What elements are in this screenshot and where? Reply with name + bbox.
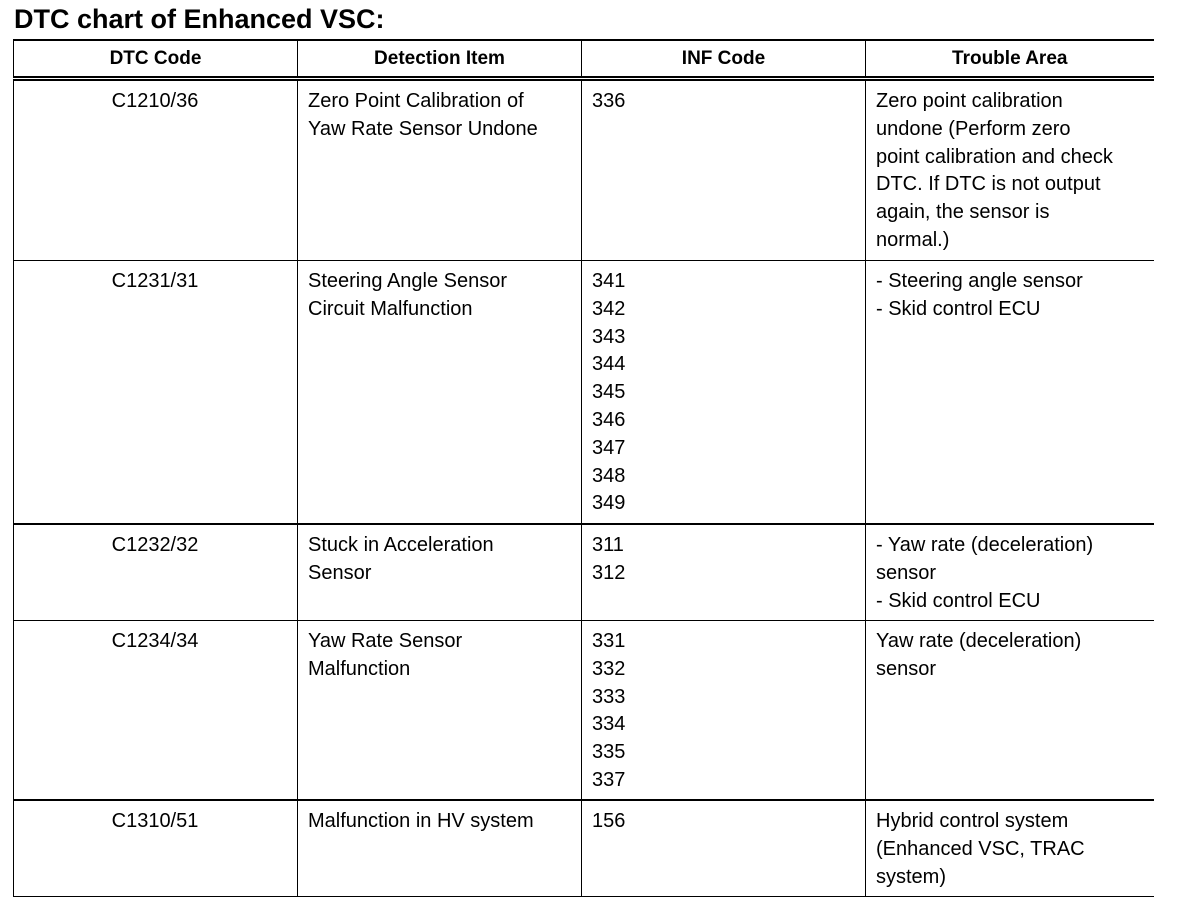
trouble-area-line: - Steering angle sensor [876, 270, 1083, 292]
dtc-code-cell: C1210/36 [14, 79, 298, 261]
trouble-area-line: DTC. If DTC is not output [876, 173, 1101, 196]
inf-code: 347 [592, 436, 626, 459]
inf-code: 336 [592, 90, 626, 112]
trouble-area-line: point calibration and check [876, 145, 1113, 168]
header-trouble-area: Trouble Area [866, 40, 1154, 79]
detection-item-cell [298, 79, 582, 261]
header-detection-item: Detection Item [298, 40, 582, 79]
inf-code: 348 [592, 464, 626, 487]
detection-item-line: Steering Angle Sensor [308, 270, 508, 292]
inf-code: 331 [592, 630, 626, 652]
trouble-area-line: sensor [876, 657, 937, 680]
detection-item-line: Malfunction [308, 657, 411, 680]
inf-code: 344 [592, 353, 626, 376]
header-dtc-code: DTC Code [14, 40, 298, 79]
trouble-area-line: normal.) [876, 228, 950, 251]
table-row [14, 621, 1154, 801]
trouble-area-cell [866, 79, 1154, 261]
detection-item-cell [298, 800, 582, 897]
inf-code: 341 [592, 270, 626, 292]
detection-item-line: Zero Point Calibration of [308, 90, 524, 112]
trouble-area-line: Yaw rate (deceleration) [876, 630, 1082, 652]
detection-item-line: Sensor [308, 561, 372, 584]
dtc-table [13, 39, 1154, 897]
detection-item-line: Malfunction in HV system [308, 810, 534, 832]
dtc-code-cell: C1310/51 [14, 800, 298, 897]
detection-item-cell [298, 524, 582, 621]
inf-code-cell [582, 79, 866, 261]
inf-code: 342 [592, 297, 626, 320]
dtc-code-cell: C1231/31 [14, 261, 298, 525]
header-inf-code: INF Code [582, 40, 866, 79]
detection-item-line: Yaw Rate Sensor Undone [308, 117, 538, 140]
table-row [14, 800, 1154, 897]
inf-code: 346 [592, 408, 626, 431]
page-title: DTC chart of Enhanced VSC: [14, 4, 385, 34]
trouble-area-line: system) [876, 865, 946, 888]
trouble-area-line: - Yaw rate (deceleration) [876, 534, 1094, 556]
trouble-area-line: sensor [876, 561, 937, 584]
inf-code: 334 [592, 713, 626, 736]
detection-item-line: Stuck in Acceleration [308, 534, 494, 556]
trouble-area-line: - Skid control ECU [876, 589, 1041, 612]
table-row [14, 261, 1154, 525]
detection-item-line: Circuit Malfunction [308, 297, 473, 320]
trouble-area-line: (Enhanced VSC, TRAC [876, 837, 1085, 860]
inf-code: 333 [592, 685, 626, 708]
table-row [14, 79, 1154, 261]
table-header-row [14, 40, 1154, 79]
trouble-area-cell [866, 621, 1154, 801]
inf-code-cell [582, 524, 866, 621]
detection-item-cell [298, 621, 582, 801]
trouble-area-cell [866, 261, 1154, 525]
inf-code: 345 [592, 381, 626, 404]
table-row [14, 524, 1154, 621]
inf-code-cell [582, 800, 866, 897]
inf-code: 332 [592, 657, 626, 680]
inf-code: 335 [592, 741, 626, 764]
trouble-area-line: Zero point calibration [876, 90, 1063, 112]
inf-code: 311 [592, 534, 624, 556]
trouble-area-cell [866, 524, 1154, 621]
inf-code: 349 [592, 492, 626, 515]
detection-item-line: Yaw Rate Sensor [308, 630, 463, 652]
trouble-area-line: undone (Perform zero [876, 117, 1071, 140]
trouble-area-line: - Skid control ECU [876, 297, 1041, 320]
inf-code: 343 [592, 325, 626, 348]
inf-code-cell [582, 621, 866, 801]
trouble-area-line: Hybrid control system [876, 810, 1069, 832]
dtc-code-cell: C1234/34 [14, 621, 298, 801]
dtc-code-cell: C1232/32 [14, 524, 298, 621]
trouble-area-cell [866, 800, 1154, 897]
trouble-area-line: again, the sensor is [876, 201, 1050, 224]
inf-code: 312 [592, 561, 626, 584]
detection-item-cell [298, 261, 582, 525]
inf-code: 337 [592, 768, 626, 791]
inf-code: 156 [592, 810, 626, 832]
inf-code-cell [582, 261, 866, 525]
